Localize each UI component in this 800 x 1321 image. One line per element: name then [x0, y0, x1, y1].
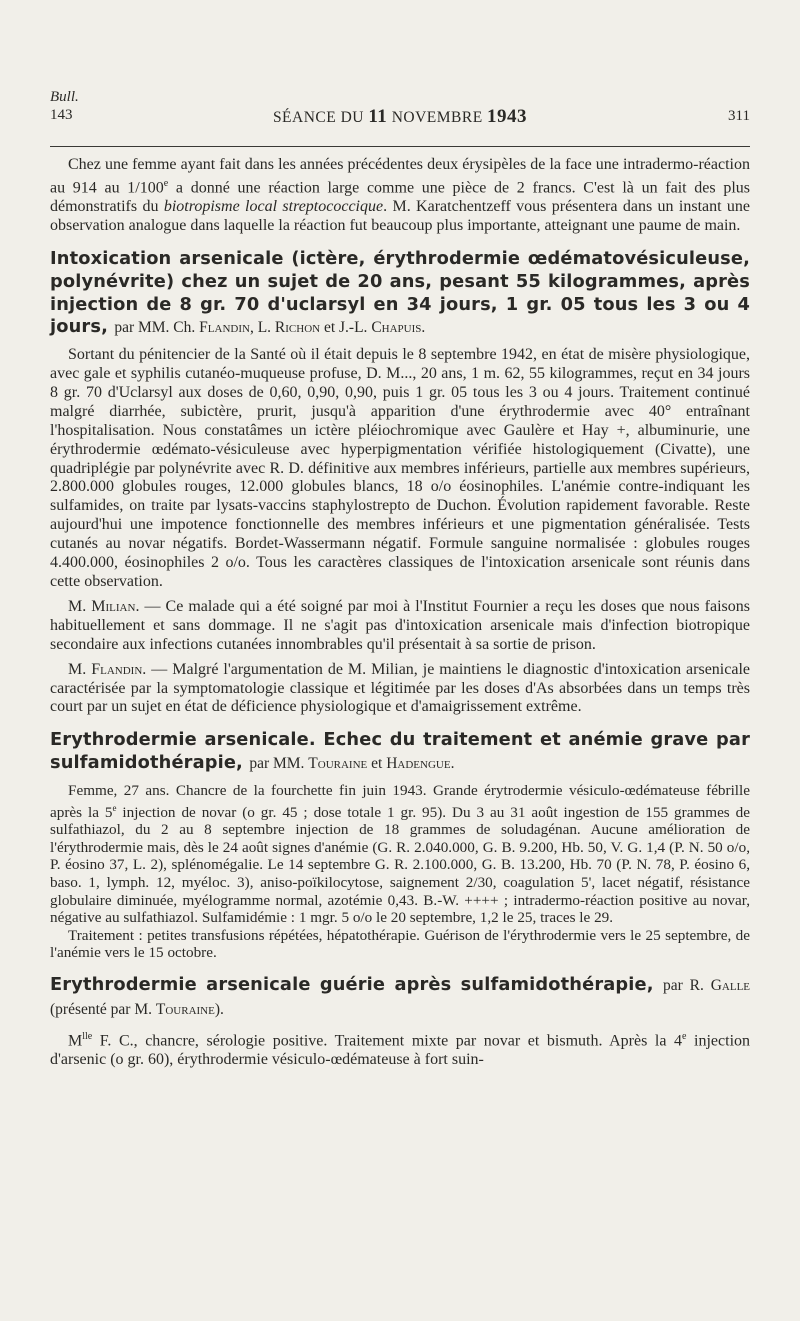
body-text-c: injection d'arsenic (o gr. 60), érythrodermie vésiculo-œdémateuse à fort suin-: [50, 1031, 751, 1068]
section-2-title: [50, 729, 750, 776]
session-month: NOVEMBRE: [391, 109, 483, 126]
session-title: [50, 106, 750, 128]
author-hadengue: Hadengue: [386, 755, 451, 773]
authors-end: .: [450, 755, 455, 773]
session-label: SÉANCE DU: [272, 109, 364, 126]
section-1-heading-text: Intoxication arsenicale (ictère, érythrodermie œdématovésiculeuse, polynévrite) chez un sujet de 20 ans, pesant 55 kilogrammes, après injection de 8 gr. 70 d'uclarsyl en 34 jours, 1 gr. 05 tous les 3 ou 4 jours,: [50, 247, 750, 338]
running-head: [50, 88, 750, 127]
body-text-a: M: [68, 1031, 83, 1049]
presented-by: (présenté par M.: [50, 1000, 156, 1018]
body-sup-1: lle: [82, 1030, 93, 1042]
section-2-heading-text: Erythrodermie arsenicale. Echec du traitement et anémie grave par sulfamidothérapie,: [50, 729, 750, 774]
author-sep: et J.-L.: [320, 319, 368, 337]
m-prefix: M.: [68, 660, 92, 678]
author-galle: Galle: [710, 976, 751, 994]
author-touraine: Touraine: [308, 755, 368, 773]
intro-text-2: a donné une réaction large comme une pièce de 2 francs. C'est là un fait des plus démonstratifs du: [50, 179, 751, 216]
flandin-text: . — Malgré l'argumentation de M. Milian, je maintiens le diagnostic d'intoxication arsenicale caractérisée par la symptomatologie classique et légitimée par les doses d'As absorbées dans un temps très court par un sujet en état de déficience physiologique et d'amaigrissement extrême.: [50, 660, 751, 716]
m-prefix: M.: [68, 597, 92, 615]
intro-text-3: . M. Karatchentzeff vous présentera dans un instant une observation analogue dans laquelle la réaction fut beaucoup plus importante, atteignant une paume de main.: [50, 198, 751, 235]
case-sup: e: [112, 802, 117, 813]
milian-remark: [50, 598, 750, 655]
session-year: 1943: [487, 106, 528, 127]
intro-text-1: Chez une femme ayant fait dans les années précédentes deux érysipèles de la face une intradermo-réaction au 914 au 1/100: [50, 156, 750, 197]
author-flandin: Flandin: [199, 319, 250, 337]
milian-text: . — Ce malade qui a été soigné par moi à l'Institut Fournier a reçu les doses que nous faisons habituellement et sans dommage. Il ne s'agit pas d'intoxication arsenicale mais d'infection biotropique secondaire aux infections cutanées innombrables qu'il présentait à sa sortie de prison.: [50, 597, 750, 653]
speaker-flandin: Flandin: [91, 660, 143, 678]
author-sep: , L.: [249, 319, 272, 337]
intro-sup: e: [163, 177, 169, 189]
author-chapuis: Chapuis: [371, 319, 422, 337]
flandin-remark: [50, 661, 750, 718]
speaker-milian: Milian: [91, 597, 136, 615]
section-3-title: [50, 974, 750, 1022]
section-2-case: [50, 782, 750, 927]
section-2-authors: [249, 755, 454, 772]
author-richon: Richon: [274, 319, 321, 337]
intro-italic: biotropisme local streptococcique: [163, 198, 384, 216]
authors-prefix: par R.: [662, 976, 704, 994]
section-2-treatment: Traitement : petites transfusions répétées, hépatothérapie. Guérison de l'érythrodermie vers le 25 septembre, de l'anémie vers le 15 octobre.: [50, 926, 750, 962]
header-rule: [50, 146, 750, 147]
section-1-authors: par MM. Ch. Flandin, L. Richon et J.-L. Chapuis.: [114, 319, 426, 337]
presented-end: ).: [214, 1000, 224, 1018]
bull-label: Bull.: [50, 89, 79, 105]
page-number: 311: [728, 108, 750, 124]
body-sup-2: e: [682, 1030, 687, 1042]
case-text-a: Femme, 27 ans. Chancre de la fourchette fin juin 1943. Grande érytrodermie vésiculo-œdémateuse fébrille après la 5: [50, 781, 750, 821]
intro-paragraph: [50, 156, 750, 236]
author-join: et: [367, 755, 387, 773]
author-touraine: Touraine: [155, 1000, 215, 1018]
authors-prefix: par MM. Ch.: [114, 319, 196, 337]
section-3-body: [50, 1028, 750, 1070]
body-text-b: F. C., chancre, sérologie positive. Traitement mixte par novar et bismuth. Après la 4: [92, 1031, 683, 1049]
section-1-title: [50, 248, 750, 340]
case-text-b: injection de novar (o gr. 45 ; dose totale 1 gr. 95). Du 3 au 31 août ingestion de 155 grammes de sulfathiazol, du 2 au 8 septembre injection de 18 grammes de soludagénan. Aucune amélioration de l'érythrodermie mais, dès le 24 août signes d'anémie (G. R. 2.040.000, G. B. 9.200, Hb. 50, V. G. 1,4 (P. N. 50 o/o, P. éosino 37, L. 2), splénomégalie. Le 14 septembre G. R. 2.100.000, G. B. 13.200, Hb. 70 (P. N. 78, P. éosino 6, baso. 1, lymph. 12, myéloc. 3), aniso-poïkilocytose, saignement 2/30, coagulation 5', lacet négatif, résistance globulaire diminuée, myélogramme normal, azotémie 0,43. B.-W. ++++ ; intradermo-réaction positive au novar, négative au sulfathiazol. Sulfamidémie : 1 mgr. 5 o/o le 20 septembre, 1,2 le 25, traces le 29.: [50, 803, 750, 927]
section-3-heading-text: Erythrodermie arsenicale guérie après sulfamidothérapie,: [50, 973, 654, 995]
volume-number: 143: [50, 107, 73, 123]
authors-prefix: par MM.: [249, 755, 305, 773]
session-day: 11: [368, 106, 388, 127]
section-1-body: Sortant du pénitencier de la Santé où il était depuis le 8 septembre 1942, en état de misère physiologique, avec gale et syphilis cutanéo-muqueuse profuse, D. M..., 20 ans, 1 m. 62, 55 kilogrammes, reçut en 34 jours 8 gr. 70 d'Uclarsyl aux doses de 0,60, 0,90, 0,90, puis 1 gr. 05 tous les 3 ou 4 jours. Traitement continué malgré diarrhée, subictère, prurit, jusqu'à apparition d'une érythrodermie avec 40° entraînant l'hospitalisation. Nous constatâmes un ictère pléiochromique avec Gaulère et Hay +, albuminurie, une érythrodermie œdémato-vésiculeuse avec hyperpigmentation vérifiée histologiquement (Civatte), une quadriplégie par polynévrite avec R. D. définitive aux membres inférieurs, partielle aux membres supérieurs, 2.800.000 globules rouges, 12.000 globules blancs, 18 o/o éosinophiles. L'anémie contre-indiquant les sulfamides, on traite par lysats-vaccins staphylostrepto de Duchon. Évolution rapidement favorable. Reste aujourd'hui une impotence fonctionnelle des membres inférieurs et une pigmentation généralisée. Tests cutanés au novar négatifs. Bordet-Wassermann négatif. Formule sanguine normalisée : globules rouges 4.400.000, éosinophiles 2 o/o. Tous les caractères classiques de l'intoxication arsenicale sont réunis dans cette observation.: [50, 346, 750, 591]
page-body: [50, 156, 750, 1070]
